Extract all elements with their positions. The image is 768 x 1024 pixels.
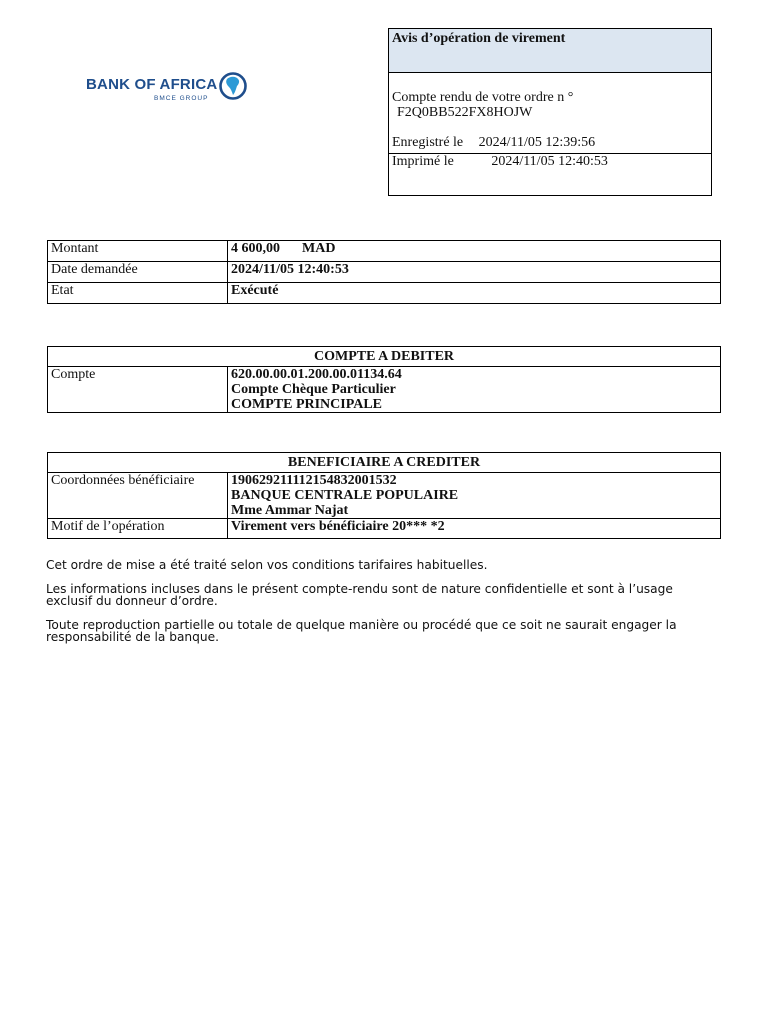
- debit-account-cell: [228, 367, 721, 413]
- beneficiary-account-number: 190629211112154832001532: [231, 473, 397, 488]
- bank-logo: [86, 70, 256, 104]
- debit-account-row: [48, 367, 721, 413]
- debit-header-row: [48, 347, 721, 367]
- registered-label: Enregistré le: [392, 135, 464, 150]
- amount-value: 4 600,00: [231, 241, 280, 256]
- amount-currency: MAD: [302, 241, 336, 256]
- registered-row: [392, 135, 595, 151]
- beneficiary-details-row: [48, 473, 721, 519]
- note-tariff: Cet ordre de mise a été traité selon vos conditions tarifaires habituelles.: [46, 558, 488, 572]
- order-label: Compte rendu de votre ordre n °: [392, 90, 574, 105]
- globe-africa-icon: [218, 70, 248, 102]
- printed-date: 2024/11/05 12:40:53: [491, 154, 608, 169]
- printed-label: Imprimé le: [392, 154, 454, 169]
- debit-account-table: [47, 346, 721, 413]
- requested-date-value: 2024/11/05 12:40:53: [228, 262, 721, 283]
- beneficiary-details-label: Coordonnées bénéficiaire: [48, 473, 228, 519]
- bank-logo-group: BMCE GROUP: [154, 95, 209, 102]
- amount-label: Montant: [48, 241, 228, 262]
- requested-date-label: Date demandée: [48, 262, 228, 283]
- operation-summary-table: [47, 240, 721, 304]
- printed-row: [392, 154, 608, 170]
- note-confidential: Les informations incluses dans le présent compte-rendu sont de nature confidentielle et sont à l’usage exclusif du donneur d’ordre.: [46, 582, 673, 608]
- operation-reason-label: Motif de l’opération: [48, 519, 228, 539]
- debit-header: COMPTE A DEBITER: [48, 347, 721, 367]
- status-value: Exécuté: [228, 283, 721, 304]
- beneficiary-bank-name: BANQUE CENTRALE POPULAIRE: [231, 488, 459, 503]
- beneficiary-holder-name: Mme Ammar Najat: [231, 503, 349, 518]
- beneficiary-table: [47, 452, 721, 539]
- status-row: [48, 283, 721, 304]
- debit-account-type: Compte Chèque Particulier: [231, 382, 396, 397]
- requested-date-row: [48, 262, 721, 283]
- debit-account-number: 620.00.00.01.200.00.01134.64: [231, 367, 402, 382]
- beneficiary-details-cell: [228, 473, 721, 519]
- debit-account-name: COMPTE PRINCIPALE: [231, 397, 383, 412]
- amount-row: [48, 241, 721, 262]
- status-label: Etat: [48, 283, 228, 304]
- beneficiary-header-row: [48, 453, 721, 473]
- operation-reason-value: Virement vers bénéficiaire 20*** *2: [228, 519, 721, 539]
- beneficiary-header: BENEFICIAIRE A CREDITER: [48, 453, 721, 473]
- legal-notes: [46, 559, 722, 655]
- debit-account-label: Compte: [48, 367, 228, 413]
- notice-title: Avis d’opération de virement: [389, 29, 711, 73]
- note-reproduction: Toute reproduction partielle ou totale de quelque manière ou procédé que ce soit ne saurait engager la responsabilité de la banque.: [46, 618, 677, 644]
- registered-date: 2024/11/05 12:39:56: [478, 135, 596, 150]
- transfer-notice-box: [388, 28, 712, 196]
- amount-cell: [228, 241, 721, 262]
- operation-reason-row: [48, 519, 721, 539]
- order-number: F2Q0BB522FX8HOJW: [397, 105, 533, 120]
- bank-logo-name: BANK OF AFRICA: [86, 76, 218, 93]
